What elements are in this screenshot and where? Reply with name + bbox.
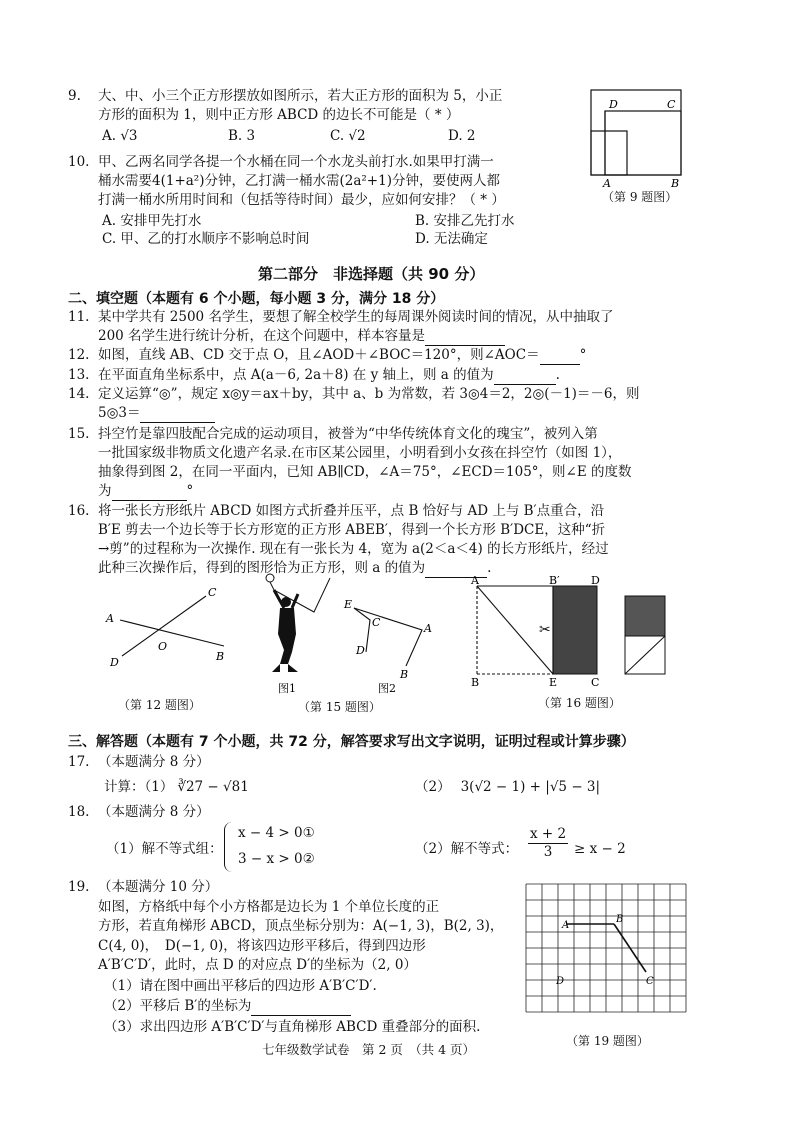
- q12-label-a: A: [106, 612, 114, 625]
- page-footer: 七年级数学试卷 第 2 页 （共 4 页）: [262, 1042, 476, 1057]
- q10-number: 10.: [68, 154, 90, 170]
- q12-label-o: O: [158, 640, 168, 653]
- q19-label-c: C: [646, 976, 654, 987]
- part2-title: 第二部分 非选择题（共 90 分）: [258, 265, 485, 283]
- q18-header: 18. （本题满分 8 分）: [68, 804, 210, 820]
- q16-label-c: C: [591, 676, 600, 689]
- q14-answer-blank[interactable]: [140, 408, 215, 423]
- q18-ineq2: 3 − x > 0②: [238, 851, 315, 867]
- q14-line2: 5◎3＝: [98, 404, 215, 423]
- q15-number: 15.: [68, 426, 90, 442]
- q14-number: 14.: [68, 386, 90, 402]
- q9-line1: 9. 大、中、小三个正方形摆放如图所示，若大正方形的面积为 5，小正: [68, 88, 503, 104]
- q11-answer-blank[interactable]: [425, 331, 505, 346]
- q11-line1: 11. 某中学共有 2500 名学生，要想了解全校学生的每周课外阅读时间的情况，从中抽取了: [68, 309, 614, 325]
- q15-label-c: C: [372, 616, 381, 629]
- girl-diabolo-illustration: [266, 574, 330, 672]
- q15-line2: 一批国家级非物质文化遗产名录.在市区某公园里，小明看到小女孩在抖空竹（如图 1），: [98, 445, 622, 461]
- q16-label-d: D: [591, 574, 600, 587]
- square-grid: [526, 884, 686, 1012]
- q16-line1: 16. 将一张长方形纸片 ABCD 如图方式折叠并压平，点 B 恰好与 AD 上与 B′点重合，沿: [68, 503, 605, 519]
- q12-line: 12. 如图，直线 AB、CD 交于点 O，且∠AOD＋∠BOC＝120°，则∠AOC＝ °: [68, 347, 587, 363]
- q16-label-b-prime: B′: [549, 574, 560, 587]
- q13-number: 13.: [68, 367, 90, 383]
- q19-part2: （2）平移后 B′的坐标为: [104, 997, 351, 1016]
- q18-number: 18.: [68, 804, 90, 820]
- q16-line3: →剪”的过程称为一次操作. 现在有一张长为 4，宽为 a(2＜a＜4) 的长方形纸片，经过: [98, 541, 609, 557]
- folded-rectangle: [477, 586, 597, 674]
- q18-part1-label: （1）解不等式组：: [106, 841, 223, 857]
- middle-square: [605, 111, 681, 175]
- q16-caption: （第 16 题图）: [538, 696, 621, 710]
- shaded-rectangle: [553, 586, 597, 674]
- q9-label-b: B: [671, 177, 680, 190]
- q10-option-a: A. 安排甲先打水: [102, 213, 202, 229]
- q15-sub1: 图1: [278, 682, 296, 694]
- q18-brace: [224, 822, 235, 872]
- q9-option-c: C. √2: [330, 128, 366, 144]
- result-shape: [625, 596, 665, 674]
- q9-option-b: B. 3: [228, 128, 256, 144]
- q19-answer-blank[interactable]: [251, 1001, 351, 1016]
- q9-label-c: C: [667, 98, 676, 111]
- q9-label-a: A: [603, 177, 611, 190]
- q12-caption: （第 12 题图）: [118, 698, 201, 712]
- q11-line2: 200 名学生进行统计分析，在这个问题中，样本容量是: [98, 327, 505, 346]
- q13-line: 13. 在平面直角坐标系中，点 A(a－6, 2a＋8) 在 y 轴上，则 a 的值为 .: [68, 367, 560, 383]
- scissors-icon: ✂: [539, 622, 551, 638]
- q15-figure: [258, 572, 448, 694]
- q10-option-b: B. 安排乙先打水: [415, 213, 515, 229]
- q9-option-d: D. 2: [448, 128, 476, 144]
- q16-label-a: A: [471, 574, 479, 587]
- q9-option-a: A. √3: [102, 128, 138, 144]
- q19-label-b: B: [616, 914, 624, 925]
- q15-label-a: A: [424, 622, 432, 635]
- section3-title: 三、解答题（本题有 7 个小题，共 72 分，解答要求写出文字说明，证明过程或计算步骤）: [68, 734, 635, 750]
- q15-answer-blank[interactable]: [112, 486, 187, 501]
- q9-line2: 方形的面积为 1，则中正方形 ABCD 的边长不可能是（ * ）: [98, 107, 460, 123]
- q9-caption: （第 9 题图）: [602, 190, 678, 204]
- q19-line4: A′B′C′D′，此时，点 D 的对应点 D′的坐标为（2, 0）: [98, 957, 417, 973]
- q17-number: 17.: [68, 754, 90, 770]
- q12-label-d: D: [110, 656, 119, 669]
- q19-line3: C(4, 0)， D(−1, 0)，将该四边形平移后，得到四边形: [98, 938, 426, 954]
- q19-part1: （1）请在图中画出平移后的四边形 A′B′C′D′.: [104, 978, 377, 994]
- q17-part2: （2） 3(√2 − 1) + |√5 − 3|: [415, 779, 601, 795]
- q9-figure: [585, 86, 695, 198]
- q18-ineq1: x − 4 > 0①: [238, 825, 315, 841]
- q16-figure: [465, 574, 680, 692]
- q16-line2: B′E 剪去一个边长等于长方形宽的正方形 ABEB′，得到一个长方形 B′DCE，这种“折: [98, 522, 606, 538]
- q17-header: 17. （本题满分 8 分）: [68, 754, 210, 770]
- q12-figure: [98, 580, 248, 680]
- q18-fraction: [528, 826, 568, 861]
- q16-label-b: B: [471, 676, 480, 689]
- q19-number: 19.: [68, 879, 90, 895]
- q15-caption: （第 15 题图）: [298, 700, 381, 714]
- angle-diagram: [354, 608, 422, 666]
- q16-label-e: E: [549, 676, 558, 689]
- q15-sub2: 图2: [378, 682, 396, 694]
- q10-option-d: D. 无法确定: [415, 231, 488, 247]
- q18-frac-den: 3: [543, 844, 553, 860]
- q14-line1: 14. 定义运算“◎”，规定 x◎y＝ax＋by，其中 a、b 为常数，若 3◎4＝2，2◎(－1)＝－6，则: [68, 386, 640, 402]
- q19-line1: 如图，方格纸中每个小方格都是边长为 1 个单位长度的正: [98, 899, 440, 915]
- q16-number: 16.: [68, 503, 90, 519]
- q15-line3: 抽象得到图 2，在同一平面内，已知 AB∥CD，∠A＝75°，∠ECD＝105°，则∠E 的度数: [98, 464, 632, 480]
- q19-label-a: A: [562, 920, 570, 931]
- q10-line2: 桶水需要4(1+a²)分钟，乙打满一桶水需(2a²+1)分钟，要使两人都: [98, 173, 500, 189]
- q10-line1: 10. 甲、乙两名同学各提一个水桶在同一个水龙头前打水.如果甲打满一: [68, 154, 494, 170]
- section2-title: 二、填空题（本题有 6 个小题，每小题 3 分，满分 18 分）: [68, 291, 445, 307]
- q19-part3: （3）求出四边形 A′B′C′D′与直角梯形 ABCD 重叠部分的面积.: [104, 1019, 481, 1035]
- q15-label-e: E: [344, 598, 353, 611]
- q18-ineq-rest: ≥ x − 2: [574, 841, 626, 857]
- q18-frac-num: x + 2: [529, 826, 567, 842]
- q18-part2-label: （2）解不等式：: [415, 841, 519, 857]
- q13-answer-blank[interactable]: [494, 370, 556, 385]
- q19-label-d: D: [556, 976, 565, 987]
- q10-option-c: C. 甲、乙的打水顺序不影响总时间: [102, 231, 310, 247]
- q11-number: 11.: [68, 309, 90, 325]
- q16-line4: 此种三次操作后，得到的图形恰为正方形，则 a 的值为 .: [98, 560, 492, 576]
- q12-number: 12.: [68, 347, 90, 363]
- q15-label-b: B: [400, 668, 409, 681]
- q12-label-c: C: [208, 586, 217, 599]
- q17-part1: 计算：（1） ∛27 − √81: [104, 779, 249, 795]
- q19-line2: 方形，若直角梯形 ABCD，顶点坐标分别为：A(−1, 3)，B(2, 3)，: [98, 918, 504, 934]
- q19-grid-figure: [518, 880, 692, 1024]
- q9-label-d: D: [609, 98, 618, 111]
- small-square: [591, 131, 627, 175]
- q19-header: 19. （本题满分 10 分）: [68, 879, 219, 895]
- q15-line4: 为 °: [98, 483, 194, 499]
- q12-label-b: B: [216, 650, 225, 663]
- q9-number: 9.: [68, 88, 81, 104]
- q15-line1: 15. 抖空竹是靠四肢配合完成的运动项目，被誉为“中华传统体育文化的瑰宝”，被列入第: [68, 426, 598, 442]
- q10-line3: 打满一桶水所用时间和（包括等待时间）最少，应如何安排？（ * ）: [98, 192, 505, 208]
- q19-caption: （第 19 题图）: [566, 1034, 649, 1048]
- q12-answer-blank[interactable]: [540, 350, 580, 365]
- q15-label-d: D: [356, 644, 365, 657]
- line-ab: [120, 620, 224, 646]
